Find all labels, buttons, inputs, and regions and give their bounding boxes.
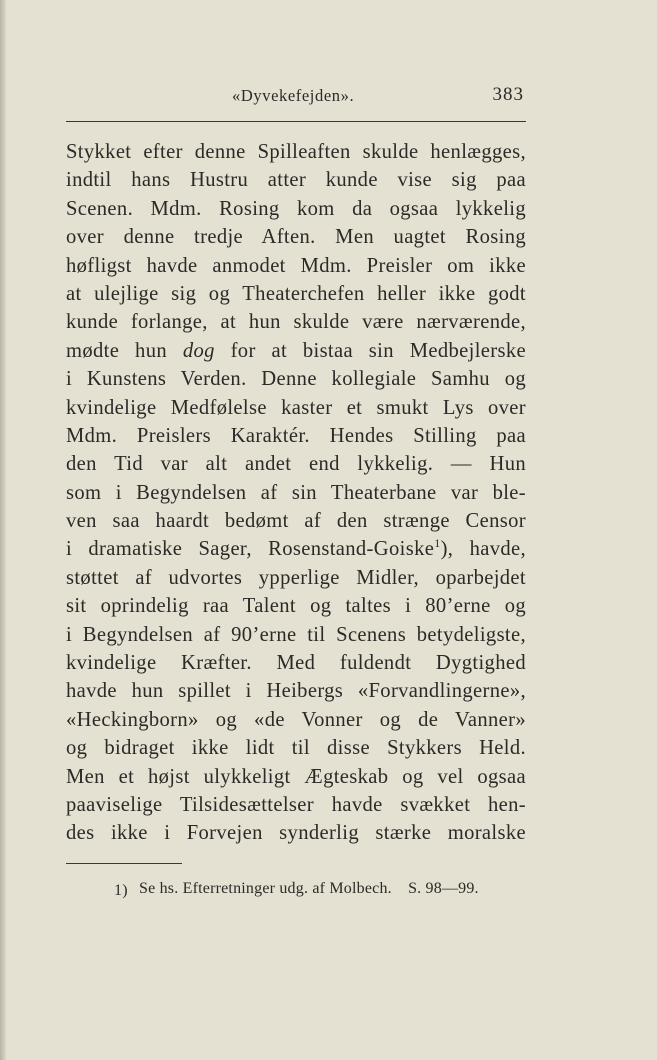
- text-line: at ulejlige sig og Theaterchefen heller ikke godt: [66, 282, 526, 305]
- text-line: i Begyndelsen af 90’erne til Scenens betydeligste,: [66, 623, 526, 646]
- footnote: [114, 880, 479, 898]
- page-edge: [0, 0, 6, 1060]
- text-line: sit oprindelig raa Talent og taltes i 80’erne og: [66, 595, 526, 618]
- footnote-reference: 1: [434, 536, 441, 551]
- footnote-page-ref: S. 98—99.: [408, 880, 479, 897]
- text-segment: for at bistaa sin Medbejlerske: [214, 339, 526, 362]
- text-line: indtil hans Hustru atter kunde vise sig paa: [66, 169, 526, 192]
- running-head: [66, 86, 526, 112]
- text-line: kvindelige Medfølelse kaster et smukt Lys over: [66, 396, 526, 419]
- footnote-rule: [66, 863, 182, 864]
- text-segment: ), havde,: [440, 538, 526, 561]
- text-line: støttet af udvortes ypperlige Midler, oparbejdet: [66, 566, 526, 589]
- footnote-text: Se hs. Efterretninger udg. af Molbech.: [139, 880, 392, 897]
- text-segment: mødte hun: [66, 339, 183, 362]
- text-line: ven saa haardt bedømt af den strænge Censor: [66, 510, 526, 533]
- text-line: den Tid var alt andet end lykkelig. — Hun: [66, 453, 526, 476]
- text-line: «Heckingborn» og «de Vonner og de Vanner»: [66, 708, 526, 731]
- text-line: [66, 535, 526, 563]
- text-segment: i dramatiske Sager, Rosenstand-Goiske: [66, 538, 435, 561]
- text-line: paaviselige Tilsidesættelser havde svækket hen-: [66, 793, 526, 816]
- text-line: som i Begyndelsen af sin Theaterbane var ble-: [66, 481, 526, 504]
- text-line: kvindelige Kræfter. Med fuldendt Dygtighed: [66, 652, 526, 675]
- footnote-marker: 1): [114, 882, 128, 899]
- text-line: Mdm. Preislers Karaktér. Hendes Stilling paa: [66, 424, 526, 447]
- body-text: [66, 138, 526, 848]
- text-line: og bidraget ikke lidt til disse Stykkers Held.: [66, 737, 526, 760]
- text-line: Scenen. Mdm. Rosing kom da ogsaa lykkelig: [66, 197, 526, 220]
- text-line: Stykket efter denne Spilleaften skulde henlægges,: [66, 141, 526, 163]
- running-title: «Dyvekefejden».: [232, 86, 355, 105]
- text-line: Men et højst ulykkeligt Ægteskab og vel ogsaa: [66, 765, 526, 788]
- text-line: des ikke i Forvejen synderlig stærke moralske: [66, 822, 526, 845]
- text-line: høfligst havde anmodet Mdm. Preisler om ikke: [66, 254, 526, 277]
- text-line: havde hun spillet i Heibergs «Forvandlingerne»,: [66, 680, 526, 703]
- text-line: [66, 337, 526, 365]
- page-number: 383: [492, 84, 524, 105]
- text-line: i Kunstens Verden. Denne kollegiale Samhu og: [66, 368, 526, 391]
- header-rule: [66, 121, 526, 122]
- text-line: over denne tredje Aften. Men uagtet Rosing: [66, 226, 526, 249]
- emphasized-word: dog: [182, 339, 215, 362]
- text-line: kunde forlange, at hun skulde være nærværende,: [66, 311, 526, 334]
